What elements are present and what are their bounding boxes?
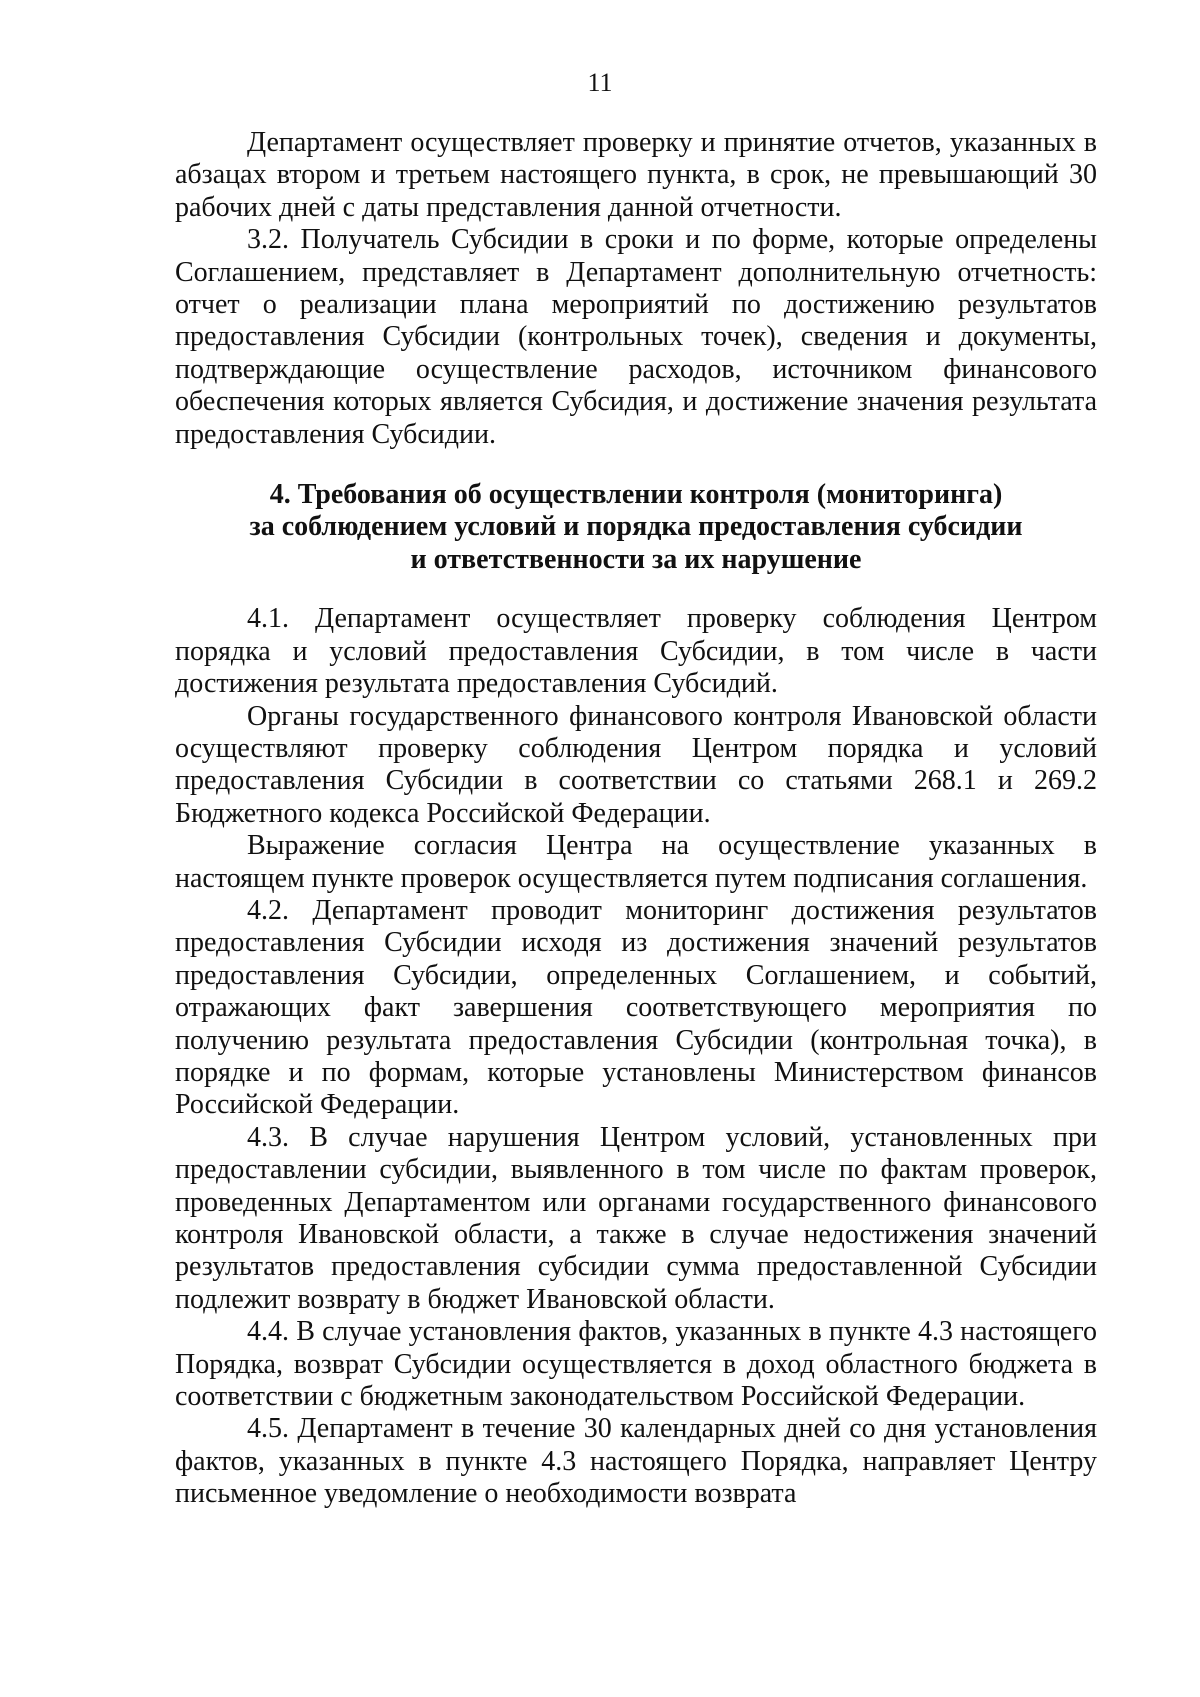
section-heading-line: за соблюдением условий и порядка предоставления субсидии bbox=[249, 511, 1023, 543]
section-heading-line: 4. Требования об осуществлении контроля (мониторинга) bbox=[269, 479, 1003, 511]
paragraph-financial-control: Органы государственного финансового контроля Ивановской области осуществляют проверку соблюдения Центром порядка и условий предоставления Субсидии в соответствии со статьями 268.1 и 269.2 Бюджетного кодекса Российской Федерации. bbox=[175, 700, 1097, 829]
paragraph-report-review: Департамент осуществляет проверку и принятие отчетов, указанных в абзацах втором и третьем настоящего пункта, в срок, не превышающий 30 рабочих дней с даты представления данной отчетности. bbox=[175, 127, 1097, 223]
paragraph-4-5: 4.5. Департамент в течение 30 календарных дней со дня установления фактов, указанных в пункте 4.3 настоящего Порядка, направляет Центру письменное уведомление о необходимости возврата bbox=[175, 1413, 1097, 1510]
page-number: 11 bbox=[587, 68, 613, 97]
paragraph-4-1: 4.1. Департамент осуществляет проверку соблюдения Центром порядка и условий предоставления Субсидии, в том числе в части достижения результата предоставления Субсидий. bbox=[175, 603, 1097, 700]
section-heading-line: и ответственности за их нарушение bbox=[410, 543, 862, 575]
paragraph-4-2: 4.2. Департамент проводит мониторинг достижения результатов предоставления Субсидии исходя из достижения значений результатов предоставления Субсидии, определенных Соглашением, и событий, отражающих факт завершения соответствующего мероприятия по получению результата предоставления Субсидии (контрольная точка), в порядке и по формам, которые установлены Министерством финансов Российской Федерации. bbox=[175, 894, 1097, 1121]
section-heading bbox=[175, 479, 1097, 576]
paragraph-3-2: 3.2. Получатель Субсидии в сроки и по форме, которые определены Соглашением, представляет в Департамент дополнительную отчетность: отчет о реализации плана мероприятий по достижению результатов предоставления Субсидии (контрольных точек), сведения и документы, подтверждающие осуществление расходов, источником финансового обеспечения которых является Субсидия, и достижение значения результата предоставления Субсидии. bbox=[175, 224, 1097, 450]
paragraph-consent: Выражение согласия Центра на осуществление указанных в настоящем пункте проверок осуществляется путем подписания соглашения. bbox=[175, 830, 1097, 894]
paragraph-4-4: 4.4. В случае установления фактов, указанных в пункте 4.3 настоящего Порядка, возврат Субсидии осуществляется в доход областного бюджета в соответствии с бюджетным законодательством Российской Федерации. bbox=[175, 1316, 1097, 1413]
paragraph-4-3: 4.3. В случае нарушения Центром условий, установленных при предоставлении субсидии, выявленного в том числе по фактам проверок, проведенных Департаментом или органами государственного финансового контроля Ивановской области, а также в случае недостижения значений результатов предоставления субсидии сумма предоставленной Субсидии подлежит возврату в бюджет Ивановской области. bbox=[175, 1121, 1097, 1315]
document-body bbox=[175, 127, 1097, 1511]
